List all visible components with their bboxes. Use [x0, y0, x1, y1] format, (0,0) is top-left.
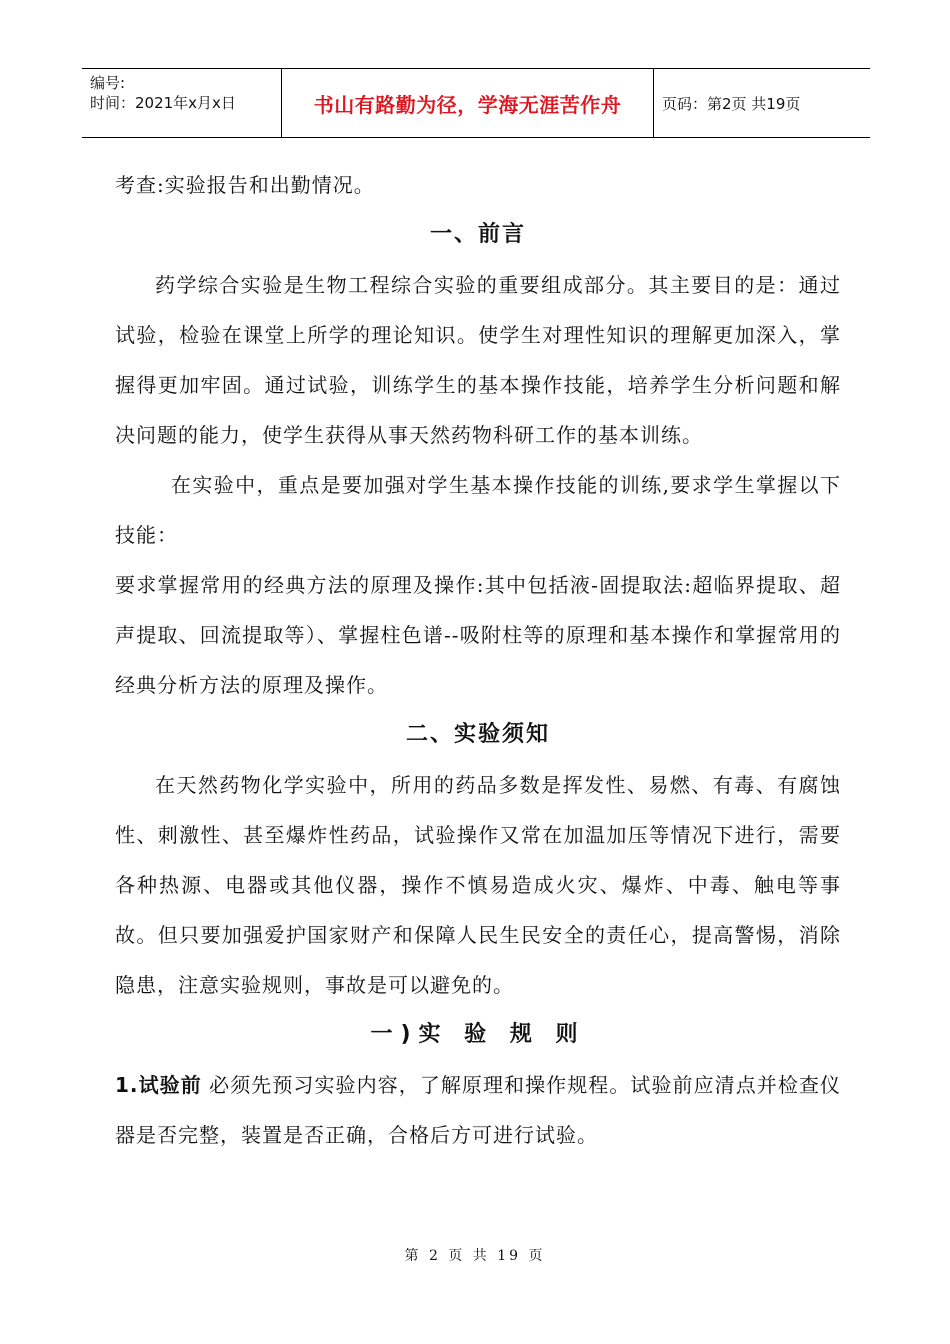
number-label: 编号: — [90, 74, 126, 92]
time-label: 时间：2021年x月x日 — [90, 94, 236, 112]
notes-paragraph-1: 在天然药物化学实验中，所用的药品多数是挥发性、易燃、有毒、有腐蚀性、刺激性、甚至爆炸性药品，试验操作又常在加温加压等情况下进行，需要各种热源、电器或其他仪器，操作不慎易造成火灾、爆炸、中毒、触电等事故。但只要加强爱护国家财产和保障人民生民安全的责任心，提高警惕，消除隐患，注意实验规则，事故是可以避免的。 — [115, 773, 841, 997]
rule-1-text: 必须先预习实验内容，了解原理和操作规程。试验前应清点并检查仪器是否完整，装置是否正确，合格后方可进行试验。 — [115, 1073, 841, 1147]
header-page-cell — [654, 69, 870, 137]
preface-paragraph-2: 在实验中，重点是要加强对学生基本操作技能的训练,要求学生掌握以下技能： — [115, 473, 841, 547]
preface-paragraph-3: 要求掌握常用的经典方法的原理及操作:其中包括液-固提取法:超临界提取、超声提取、回流提取等）、掌握柱色谱--吸附柱等的原理和基本操作和掌握常用的经典分析方法的原理及操作。 — [115, 573, 841, 697]
section-heading-preface: 一、前言 — [429, 222, 526, 247]
document-header — [82, 68, 870, 138]
page-footer — [0, 1245, 950, 1265]
preface-paragraph-1: 药学综合实验是生物工程综合实验的重要组成部分。其主要目的是：通过试验，检验在课堂上所学的理论知识。使学生对理性知识的理解更加深入，掌握得更加牢固。通过试验，训练学生的基本操作技能，培养学生分析问题和解决问题的能力，使学生获得从事天然药物科研工作的基本训练。 — [115, 273, 841, 447]
rule-1-label: 1.试验前 — [115, 1073, 202, 1097]
header-meta-cell — [82, 69, 282, 137]
header-motto-cell — [282, 69, 654, 137]
section-heading-notes: 二、实验须知 — [405, 722, 550, 747]
motto-text: 书山有路勤为径，学海无涯苦作舟 — [313, 92, 622, 117]
subsection-heading-rules: 一)实 验 规 则 — [370, 1022, 586, 1047]
footer-page-number: 第 2 页 共 19 页 — [404, 1248, 546, 1264]
rule-paragraph-1 — [115, 1060, 841, 1160]
document-body — [115, 160, 841, 1160]
page-info: 页码：第2页 共19页 — [662, 94, 801, 113]
assessment-line: 考查:实验报告和出勤情况。 — [115, 173, 375, 197]
